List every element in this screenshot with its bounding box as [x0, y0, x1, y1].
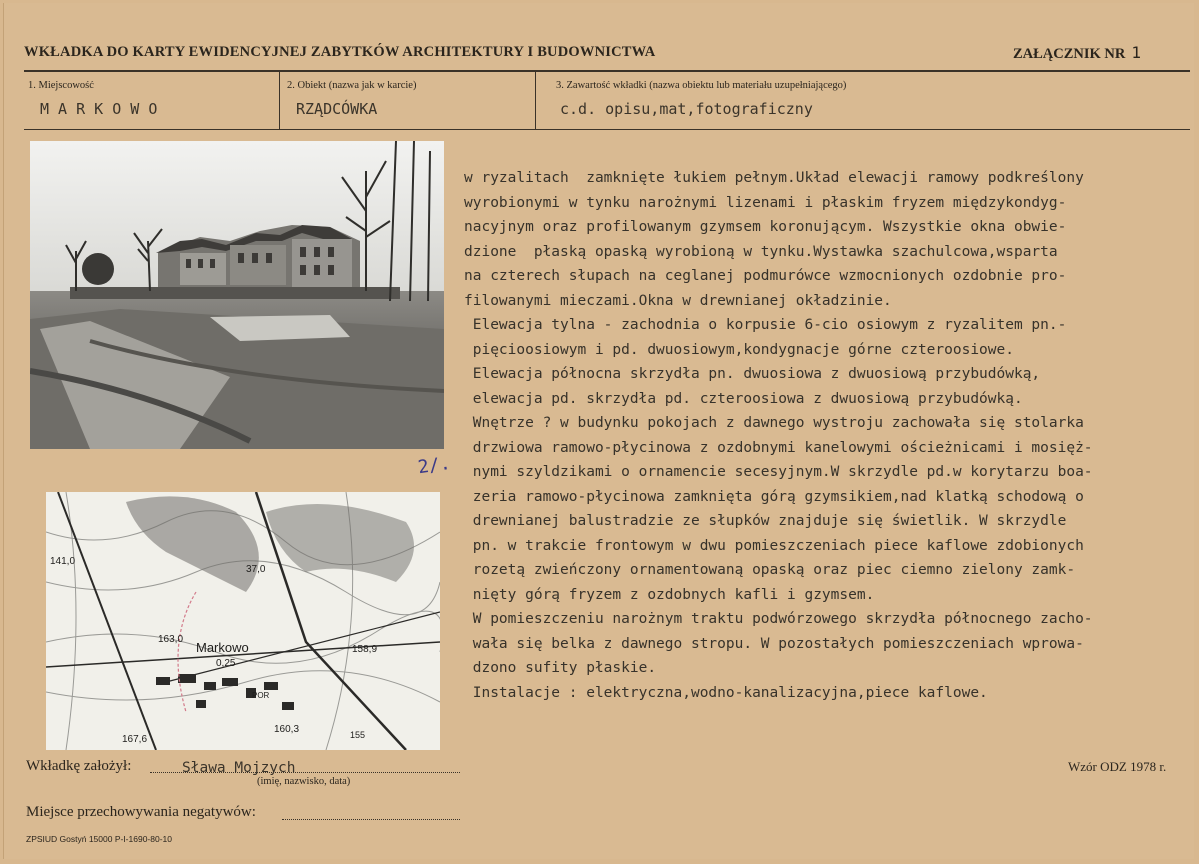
attachment-number: 1	[1131, 43, 1141, 62]
description-line: W pomieszczeniu narożnym traktu podwórzowego skrzydła północnego zacho-	[464, 611, 1093, 627]
map-illustration	[46, 492, 440, 750]
map-label-por: POR	[252, 691, 270, 700]
description-line: wała się belka z dawnego stropu. W pozostałych pomieszczeniach wprowa-	[464, 635, 1084, 652]
map-label-elev-37: 37,0	[246, 564, 266, 575]
field-divider-1	[279, 72, 280, 130]
map-label-elev-158: 158,9	[352, 644, 378, 655]
header-rule-top	[24, 70, 1190, 72]
building-photograph	[30, 141, 444, 449]
printer-imprint: ZPSIUD Gostyń 15000 P-I-1690-80-10	[26, 834, 172, 844]
author-hint: (imię, nazwisko, data)	[257, 776, 351, 787]
attachment-label	[1013, 43, 1141, 63]
description-line: pięcioosiowym i pd. dwuosiowym,kondygnacje górne czteroosiowe.	[464, 341, 1014, 358]
description-line: drewnianej balustradzie ze słupków znajduje się świetlik. W skrzydle	[464, 513, 1067, 529]
map-label-elev-163: 163,0	[158, 634, 184, 645]
description-line: dzione płaską opaską wyrobioną w tynku.Wystawka szachulcowa,wsparta	[464, 243, 1058, 260]
description-line: drzwiowa ramowo-płycinowa z ozdobnymi kanelowymi ościeżnicami i mosięż-	[464, 439, 1093, 456]
photo-number: 2/.	[416, 452, 452, 479]
author-value: Sława Mojzych	[182, 760, 296, 776]
photo-illustration	[30, 141, 444, 449]
description-line: dzono sufity płaskie.	[464, 660, 657, 676]
location-map	[46, 492, 440, 750]
description-line: pn. w trakcie frontowym w dwu pomieszczeniach piece kaflowe zdobionych	[464, 537, 1084, 554]
description-line: wyrobionymi w tynku narożnymi lizenami i płaskim fryzem międzykondyg-	[464, 194, 1067, 211]
description-line: na czterech słupach na ceglanej podmurówce wzmocnionych ozdobnie pro-	[464, 268, 1067, 284]
map-label-elev-167: 167,6	[122, 734, 148, 745]
map-label-elev-160: 160,3	[274, 724, 300, 735]
description-line: Elewacja tylna - zachodnia o korpusie 6-cio osiowym z ryzalitem pn.-	[464, 317, 1067, 333]
card-title: WKŁADKA DO KARTY EWIDENCYJNEJ ZABYTKÓW ARCHITEKTURY I BUDOWNICTWA	[24, 44, 656, 60]
description-text	[464, 166, 1186, 705]
author-label: Wkładkę założył:	[26, 758, 132, 774]
description-line: filowanymi mieczami.Okna w drewnianej okładzinie.	[464, 292, 892, 309]
field-label-object: 2. Obiekt (nazwa jak w karcie)	[287, 80, 417, 91]
description-line: Wnętrze ? w budynku pokojach z dawnego wystroju zachowała się stolarka	[464, 415, 1084, 431]
description-line: zeria ramowo-płycinowa zamknięta górą gzymsikiem,nad klatką schodową o	[464, 488, 1084, 505]
description-line: nacyjnym oraz profilowanym gzymsem koronującym. Wszystkie okna obwie-	[464, 219, 1067, 235]
description-line: w ryzalitach zamknięte łukiem pełnym.Układ elewacji ramowy podkreślony	[464, 170, 1084, 186]
attachment-label-text: ZAŁĄCZNIK NR	[1012, 46, 1126, 62]
field-value-content: c.d. opisu,mat,fotograficzny	[560, 100, 813, 118]
description-line: elewacja pd. skrzydła pd. czteroosiowa z dwuosiową przybudówką.	[464, 390, 1023, 407]
map-label-elev-141: 141,0	[50, 556, 76, 567]
form-model: Wzór ODZ 1978 r.	[1068, 759, 1167, 774]
description-line: Elewacja północna skrzydła pn. dwuosiowa z dwuosiową przybudówką,	[464, 366, 1041, 382]
map-place-name: Markowo	[196, 640, 249, 655]
field-label-content: 3. Zawartość wkładki (nazwa obiektu lub materiału uzupełniającego)	[556, 80, 847, 91]
storage-line	[282, 819, 460, 820]
field-label-locality: 1. Miejscowość	[28, 80, 94, 91]
description-line: nięty górą fryzem z ozdobnych kafli i gzymsem.	[464, 586, 875, 603]
description-line: rozetą zwieńczony ornamentowaną opaską oraz piec ciemno zielony zamk-	[464, 562, 1076, 578]
header-rule-bottom	[24, 129, 1190, 130]
map-label-scale: 0,25	[216, 658, 236, 669]
field-divider-2	[535, 72, 536, 130]
description-line: Instalacje : elektryczna,wodno-kanalizacyjna,piece kaflowe.	[464, 684, 988, 701]
field-value-locality: M A R K O W O	[40, 100, 158, 118]
description-line: nymi szyldzikami o ornamencie secesyjnym.W skrzydle pd.w korytarzu boa-	[464, 464, 1093, 480]
field-value-object: RZĄDCÓWKA	[296, 100, 378, 118]
map-label-155: 155	[350, 730, 366, 740]
storage-label: Miejsce przechowywania negatywów:	[26, 804, 256, 820]
